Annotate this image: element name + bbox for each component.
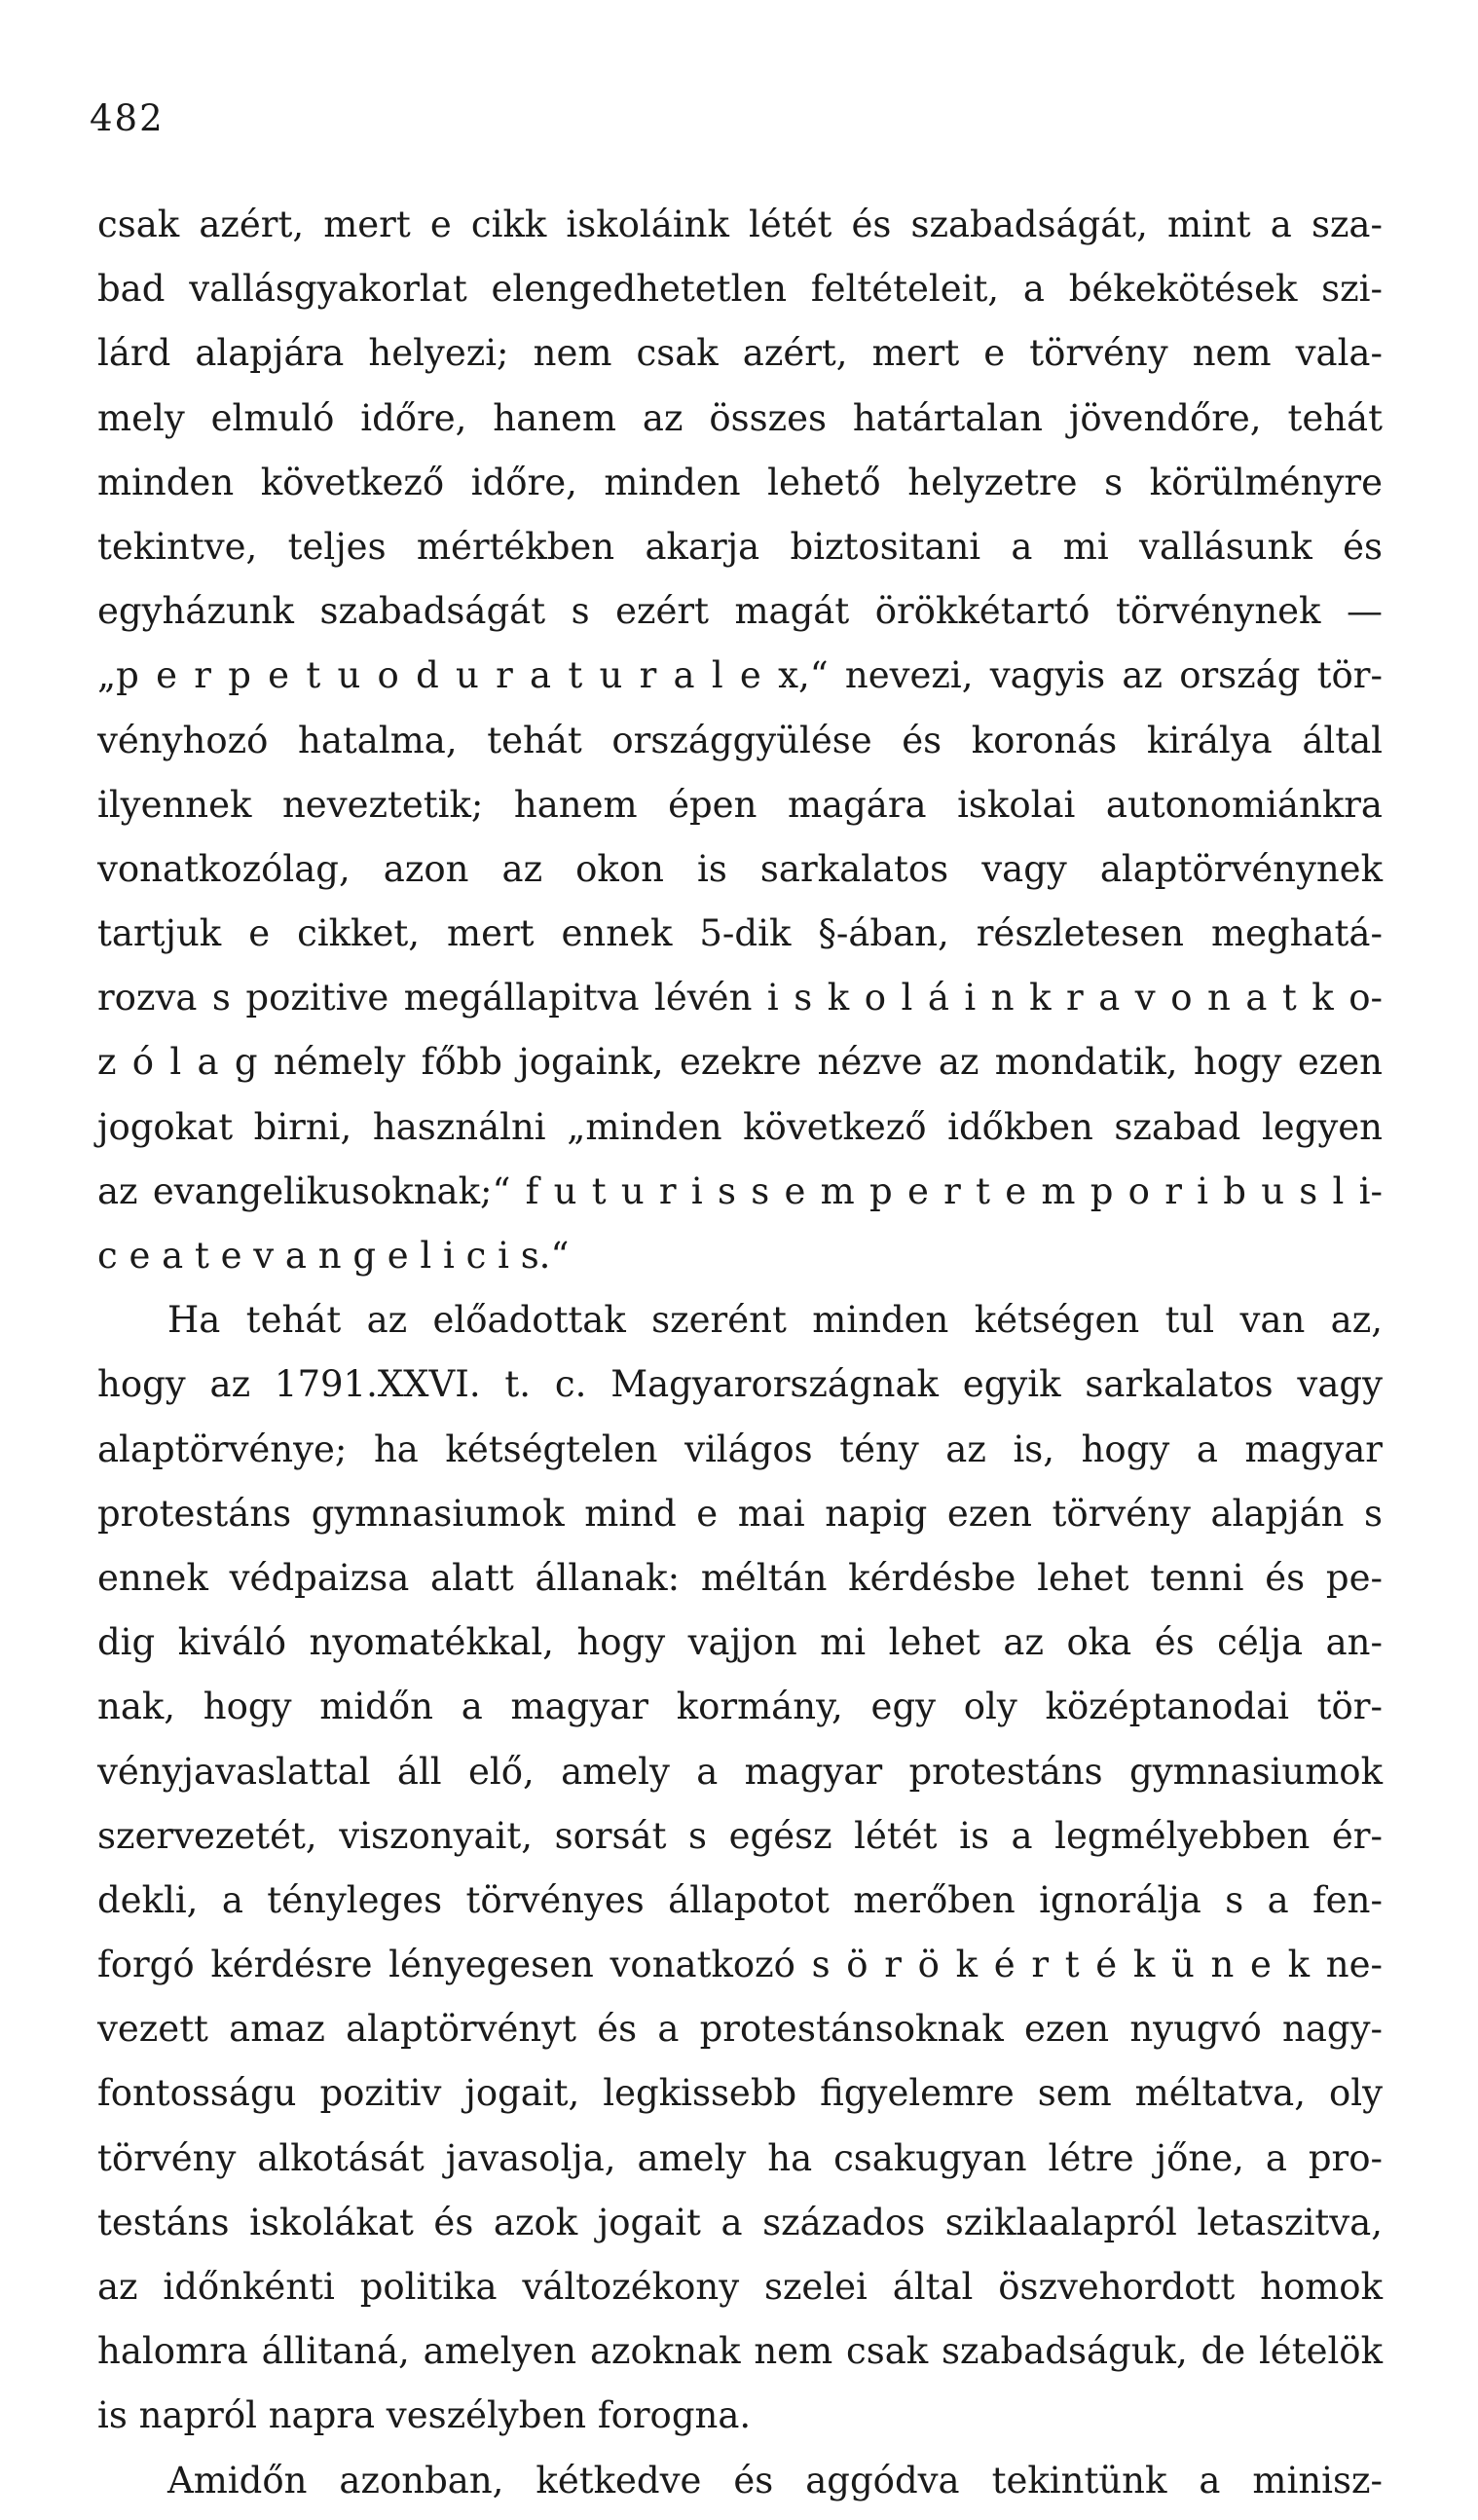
text-line: egyházunk szabadságát s ezért magát örökkétartó törvénynek —	[97, 590, 1383, 633]
text-line: tartjuk e cikket, mert ennek 5-dik §-ában, részletesen meghatá-	[97, 912, 1383, 955]
text-line: Amidőn azonban, kétkedve és aggódva tekintünk a minisz-	[167, 2459, 1383, 2501]
text-line: vonatkozólag, azon az okon is sarkalatos vagy alaptörvénynek	[97, 847, 1383, 890]
text-line: az evangelikusoknak;“ f u t u r i s s e m p e r t e m p o r i b u s l i-	[97, 1169, 1383, 1212]
text-line: alaptörvénye; ha kétségtelen világos tény az is, hogy a magyar	[97, 1427, 1383, 1470]
text-line: rozva s pozitive megállapitva lévén i s k o l á i n k r a v o n a t k o-	[97, 977, 1383, 1019]
text-line: nak, hogy midőn a magyar kormány, egy oly középtanodai tör-	[97, 1686, 1383, 1728]
body-text	[97, 193, 1383, 2513]
text-line: minden következő időre, minden lehető helyzetre s körülményre	[97, 461, 1383, 503]
text-line: forgó kérdésre lényegesen vonatkozó s ö r ö k é r t é k ü n e k ne-	[97, 1944, 1383, 1986]
text-line: c e a t e v a n g e l i c i s.“	[97, 1235, 570, 1277]
text-line: dekli, a tényleges törvényes állapotot merőben ignorálja s a fen-	[97, 1878, 1383, 1921]
text-line: az időnkénti politika változékony szelei által öszvehordott homok	[97, 2266, 1383, 2308]
text-line: ennek védpaizsa alatt állanak: méltán kérdésbe lehet tenni és pe-	[97, 1556, 1383, 1599]
text-line: halomra állitaná, amelyen azoknak nem csak szabadságuk, de lételök	[97, 2330, 1383, 2373]
text-line: protestáns gymnasiumok mind e mai napig ezen törvény alapján s	[97, 1492, 1383, 1535]
text-line: lárd alapjára helyezi; nem csak azért, mert e törvény nem vala-	[97, 332, 1383, 375]
text-line: testáns iskolákat és azok jogait a százados sziklaalapról letaszitva,	[97, 2201, 1383, 2243]
text-line: „p e r p e t u o d u r a t u r a l e x,“ nevezi, vagyis az ország tör-	[97, 654, 1383, 697]
text-line: vényhozó hatalma, tehát országgyülése és koronás királya által	[97, 719, 1383, 761]
text-line: vényjavaslattal áll elő, amely a magyar protestáns gymnasiumok	[97, 1750, 1383, 1793]
text-line: törvény alkotását javasolja, amely ha csakugyan létre jőne, a pro-	[97, 2136, 1383, 2179]
text-line: fontosságu pozitiv jogait, legkissebb figyelemre sem méltatva, oly	[97, 2072, 1383, 2115]
text-line: dig kiváló nyomatékkal, hogy vajjon mi lehet az oka és célja an-	[97, 1621, 1383, 1664]
text-line: csak azért, mert e cikk iskoláink létét és szabadságát, mint a sza-	[97, 204, 1383, 245]
text-line: mely elmuló időre, hanem az összes határtalan jövendőre, tehát	[97, 396, 1383, 439]
text-line: z ó l a g némely főbb jogaink, ezekre nézve az mondatik, hogy ezen	[97, 1041, 1383, 1084]
text-line: ilyennek neveztetik; hanem épen magára iskolai autonomiánkra	[97, 783, 1383, 826]
text-line: Ha tehát az előadottak szerént minden kétségen tul van az,	[167, 1299, 1383, 1342]
text-line: bad vallásgyakorlat elengedhetetlen feltételeit, a békekötések szi-	[97, 268, 1383, 311]
text-line: vezett amaz alaptörvényt és a protestánsoknak ezen nyugvó nagy-	[97, 2008, 1383, 2051]
text-line: hogy az 1791.XXVI. t. c. Magyarországnak egyik sarkalatos vagy	[97, 1363, 1383, 1406]
text-line: tekintve, teljes mértékben akarja biztositani a mi vallásunk és	[97, 525, 1383, 568]
text-line: is napról napra veszélyben forogna.	[97, 2394, 752, 2437]
text-line: jogokat birni, használni „minden következő időkben szabad legyen	[97, 1105, 1383, 1148]
text-line: szervezetét, viszonyait, sorsát s egész létét is a legmélyebben ér-	[97, 1814, 1383, 1857]
page-number: 482	[90, 97, 165, 139]
